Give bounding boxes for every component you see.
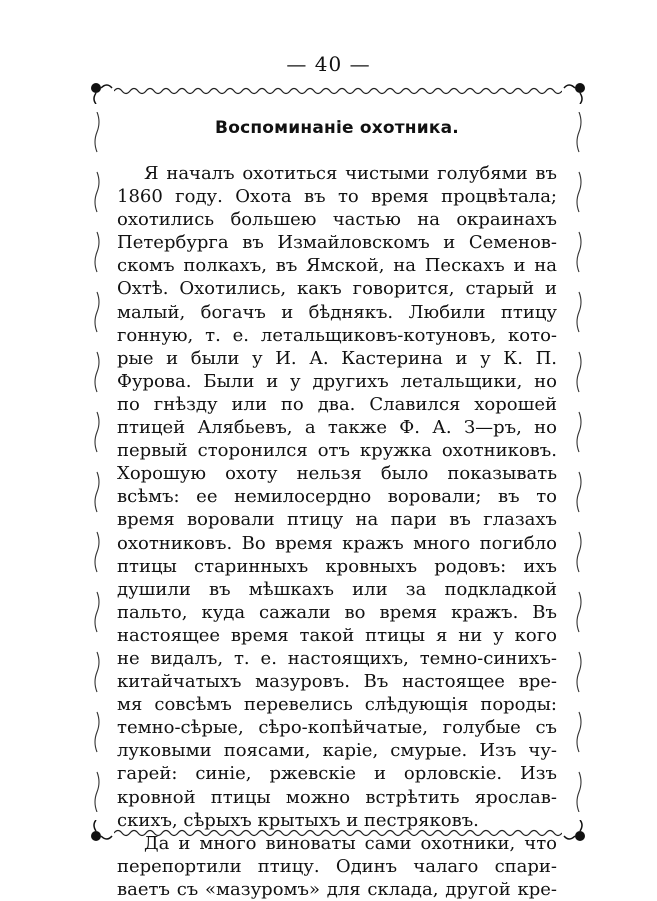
text-line: время воровали птицу на пари въ глазахъ — [117, 509, 557, 531]
text-line: темно-сѣрые, сѣро-копѣйчатые, голубые съ — [117, 717, 557, 739]
text-line: настоящее время такой птицы я ни у кого — [117, 624, 557, 646]
text-line: скихъ, сѣрыхъ крытыхъ и пестряковъ. — [117, 809, 479, 831]
text-line: перепортили птицу. Одинъ чалаго спари- — [117, 855, 557, 877]
text-line: не видалъ, т. е. настоящихъ, темно-синихъ- — [117, 647, 557, 669]
text-line: пальто, куда сажали во время кражъ. Въ — [117, 601, 557, 623]
text-line: Фурова. Были и у другихъ летальщики, но — [117, 370, 557, 392]
corner-ornament-icon — [562, 78, 588, 104]
page-content — [117, 118, 557, 901]
text-line: охотниковъ. Во время кражъ много погибло — [117, 532, 557, 554]
paragraph — [117, 162, 557, 832]
text-line: первый сторонился отъ кружка охотниковъ. — [117, 440, 557, 462]
text-line: скомъ полкахъ, въ Ямской, на Пескахъ и на — [117, 255, 557, 277]
page-number: — 40 — — [286, 52, 371, 76]
paragraph — [117, 832, 557, 901]
text-line: Петербурга въ Измайловскомъ и Семенов- — [117, 232, 557, 254]
text-line: луковыми поясами, каріе, смурые. Изъ чу- — [117, 740, 557, 762]
text-line: мя совсѣмъ перевелись слѣдующія породы: — [117, 694, 557, 716]
text-line: всѣмъ: ее немилосердно воровали; въ то — [117, 486, 557, 508]
text-line: птицей Алябьевъ, а также Ф. А. З—ръ, но — [117, 417, 557, 439]
corner-ornament-icon — [88, 820, 114, 846]
corner-ornament-icon — [88, 78, 114, 104]
text-line: кровной птицы можно встрѣтить ярослав- — [117, 786, 557, 808]
text-line: душили въ мѣшкахъ или за подкладкой — [117, 578, 557, 600]
text-line: рые и были у И. А. Кастерина и у К. П. — [117, 347, 557, 369]
text-line: Я началъ охотиться чистыми голубями въ — [144, 163, 557, 184]
text-line: по гнѣзду или по два. Славился хорошей — [117, 393, 557, 415]
article-title: Воспоминаніе охотника. — [215, 118, 459, 138]
text-line: Охтѣ. Охотились, какъ говорится, старый и — [117, 278, 557, 300]
text-line: 1860 году. Охота въ то время процвѣтала; — [117, 186, 557, 208]
text-line: китайчатыхъ мазуровъ. Въ настоящее вре- — [117, 671, 557, 693]
top-border-ornament — [114, 86, 562, 96]
text-line: малый, богачъ и бѣднякъ. Любили птицу — [117, 301, 557, 323]
text-line: гарей: синіе, ржевскіе и орловскіе. Изъ — [117, 763, 557, 785]
text-line: Хорошую охоту нельзя было показывать — [117, 463, 557, 485]
text-line: гонную, т. е. летальщиковъ-котуновъ, кото- — [117, 324, 557, 346]
text-line: охотились большею частью на окраинахъ — [117, 209, 557, 231]
right-border-ornament — [574, 112, 584, 812]
text-line: птицы старинныхъ кровныхъ родовъ: ихъ — [117, 555, 557, 577]
text-line: Да и много виноваты сами охотники, что — [144, 832, 557, 854]
corner-ornament-icon — [562, 820, 588, 846]
left-border-ornament — [92, 112, 102, 812]
text-line: ваетъ съ «мазуромъ» для склада, другой кре- — [117, 878, 557, 900]
